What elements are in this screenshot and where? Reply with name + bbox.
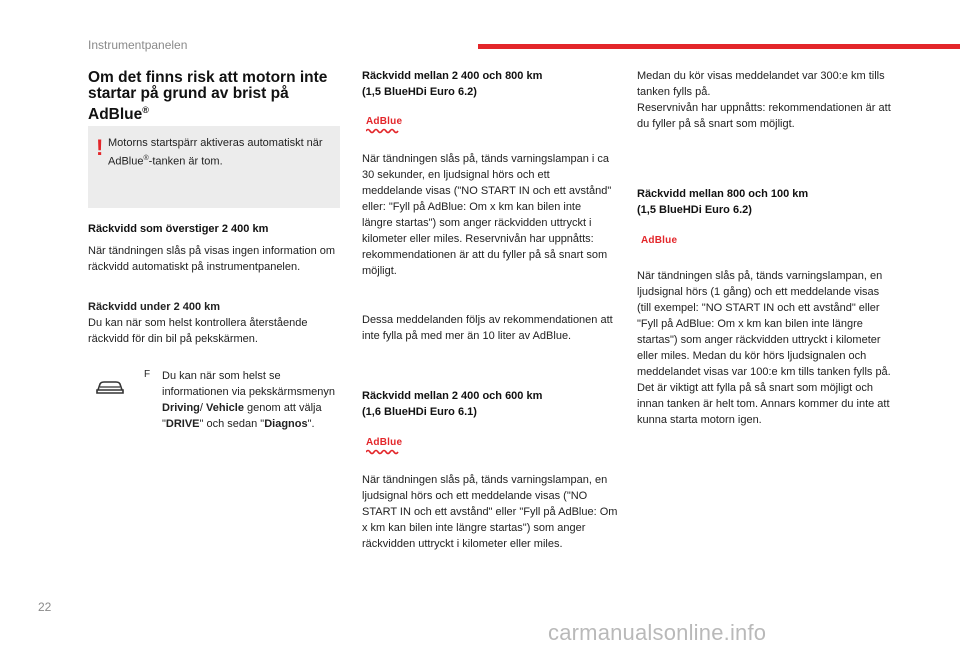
paragraph-driving-message: Medan du kör visas meddelandet var 300:e km tills tanken fylls på. Reservnivån har uppnåtts: rekommendationen är att du fyller på så snart som möjligt. [637,70,891,130]
warning-exclamation-icon: ! [96,135,104,160]
heading-range-800-100: Räckvidd mellan 800 och 100 km (1,5 BlueHDi Euro 6.2) [637,188,809,216]
heading-range-over-2400: Räckvidd som överstiger 2 400 km [88,223,269,235]
bullet-text: Du kan när som helst se informationen via pekskärmsmenyn Driving/ Vehicle genom att välja "DRIVE" och sedan "Diagnos". [162,370,336,430]
section-header: Instrumentpanelen [88,38,188,52]
watermark: carmanualsonline.info [548,620,767,645]
heading-range-2400-600: Räckvidd mellan 2 400 och 600 km (1,6 BlueHDi Euro 6.1) [362,390,543,418]
header-accent-bar [478,44,960,49]
paragraph-range-under-2400: Räckvidd under 2 400 km Du kan när som helst kontrollera återstående räckvidd för din bil på pekskärmen. [88,301,308,345]
adblue-warning-icon: AdBlue [366,437,410,457]
paragraph-range-2400-800: När tändningen slås på, tänds varningslampan i ca 30 sekunder, en ljudsignal hörs och ett meddelande visas ("NO START IN och ett avstånd" eller: "Fyll på AdBlue: Om x km kan bilen inte längre startas") som anger räckvidden uttryckt i kilometer eller miles. Reservnivån har uppnåtts: rekommendationen är att du fyller på så snart som möjligt. [362,153,612,277]
paragraph-range-over-2400: När tändningen slås på visas ingen information om räckvidd automatiskt på instrumentpanelen. [88,245,336,273]
car-icon [96,376,124,396]
adblue-warning-icon: AdBlue [366,116,410,136]
paragraph-range-800-100: När tändningen slås på, tänds varningslampan, en ljudsignal hörs (1 gång) och ett meddelande visas (till exempel: "NO START IN och ett avstånd" eller "Fyll på AdBlue: Om x km kan bilen inte längre startas") som anger räckvidden uttryckt i kilometer eller miles. Medan du kör hörs ljudsignalen och meddelandet visas var 100:e km tills tanken fylls på. Det är viktigt att fylla på så snart som möjligt och innan tanken är helt tom. Annars kommer du inte att kunna starta motorn igen. [637,270,891,426]
paragraph-refill-recommendation: Dessa meddelanden följs av rekommendationen att inte fylla på med mer än 10 liter av AdBlue. [362,314,613,342]
bullet-marker: F [144,369,151,380]
page-number: 22 [38,600,52,614]
heading-range-2400-800: Räckvidd mellan 2 400 och 800 km (1,5 BlueHDi Euro 6.2) [362,70,543,98]
warning-text: Motorns startspärr aktiveras automatiskt när AdBlue®-tanken är tom. [108,137,323,168]
page-title: Om det finns risk att motorn inte startar på grund av brist på AdBlue® [88,69,328,124]
adblue-warning-icon: AdBlue [641,235,678,246]
paragraph-range-2400-600: När tändningen slås på, tänds varningslampan, en ljudsignal hörs och ett meddelande visas ("NO START IN och ett avstånd" eller "Fyll på AdBlue: Om x km kan bilen inte längre startas") som anger räckvidden uttryckt i kilometer eller miles. [362,474,618,550]
